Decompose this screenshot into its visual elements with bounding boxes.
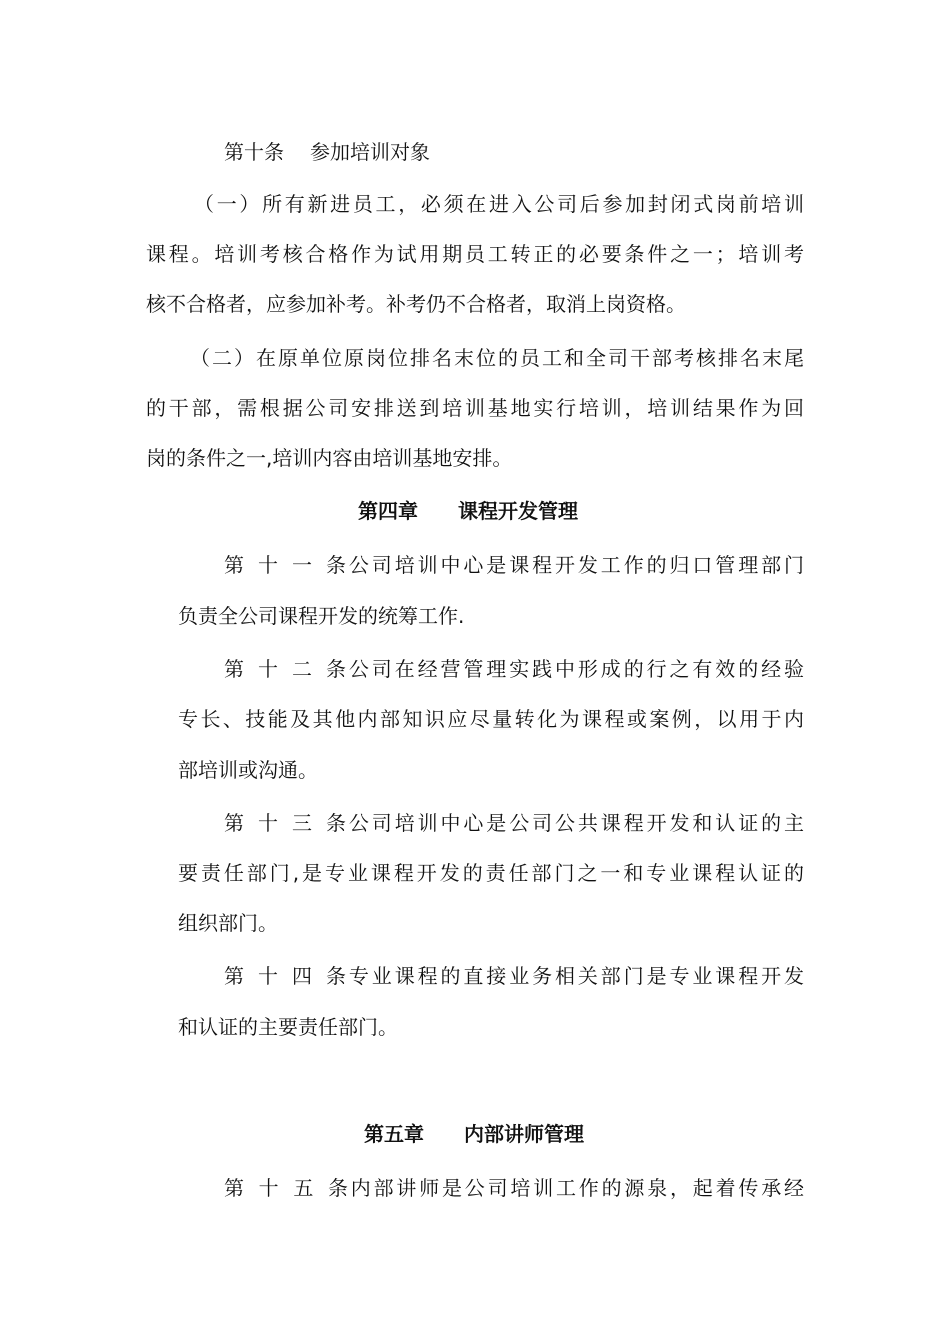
article-11-line-1 (224, 551, 804, 579)
article-10-item-2-line-2: 的干部，需根据公司安排送到培训基地实行培训，培训结果作为回 (146, 396, 804, 420)
article-15-text-1: 内部讲师是公司培训工作的源泉，起着传承经 (348, 1176, 804, 1200)
article-10-item-1-line-3: 核不合格者，应参加补考。补考仍不合格者，取消上岗资格。 (146, 292, 686, 316)
article-11-line-2: 负责全公司课程开发的统筹工作. (178, 604, 465, 628)
article-12-line-1 (224, 655, 804, 683)
article-13-line-1 (224, 809, 804, 837)
article-12-text-1: 公司在经营管理实践中形成的行之有效的经验 (346, 657, 804, 681)
article-13-text-1: 公司培训中心是公司公共课程开发和认证的主 (346, 811, 804, 835)
article-10-item-1-line-1: （一）所有新进员工，必须在进入公司后参加封闭式岗前培训 (194, 192, 804, 216)
article-10-item-2-line-1: （二）在原单位原岗位排名末位的员工和全司干部考核排名末尾 (190, 346, 804, 370)
article-13-line-2: 要责任部门,是专业课程开发的责任部门之一和专业课程认证的 (178, 861, 804, 885)
article-10-item-2-line-3: 岗的条件之一,培训内容由培训基地安排。 (146, 446, 513, 470)
chapter-4-heading (358, 497, 578, 525)
article-14-line-1 (224, 962, 804, 990)
article-14-line-2: 和认证的主要责任部门。 (178, 1015, 398, 1039)
article-10-heading (224, 138, 430, 166)
article-12-line-3: 部培训或沟通。 (178, 758, 318, 782)
article-14-label: 第十四条 (224, 964, 346, 988)
article-12-label: 第十二条 (224, 657, 346, 681)
article-13-label: 第十三条 (224, 811, 346, 835)
article-10-title: 参加培训对象 (310, 140, 430, 164)
chapter-5-label: 第五章 (364, 1122, 424, 1146)
chapter-4-label: 第四章 (358, 499, 418, 523)
article-10-item-1-line-2: 课程。培训考核合格作为试用期员工转正的必要条件之一；培训考 (146, 242, 804, 266)
article-11-text-1: 公司培训中心是课程开发工作的归口管理部门 (346, 553, 804, 577)
article-11-label: 第十一条 (224, 553, 346, 577)
article-15-label: 第十五条 (224, 1176, 348, 1200)
article-12-line-2: 专长、技能及其他内部知识应尽量转化为课程或案例，以用于内 (178, 707, 804, 731)
chapter-5-title: 内部讲师管理 (464, 1122, 584, 1146)
chapter-4-title: 课程开发管理 (458, 499, 578, 523)
chapter-5-heading (364, 1120, 584, 1148)
article-13-line-3: 组织部门。 (178, 911, 278, 935)
article-15-line-1 (224, 1174, 804, 1202)
article-14-text-1: 专业课程的直接业务相关部门是专业课程开发 (346, 964, 804, 988)
article-10-label: 第十条 (224, 140, 284, 164)
